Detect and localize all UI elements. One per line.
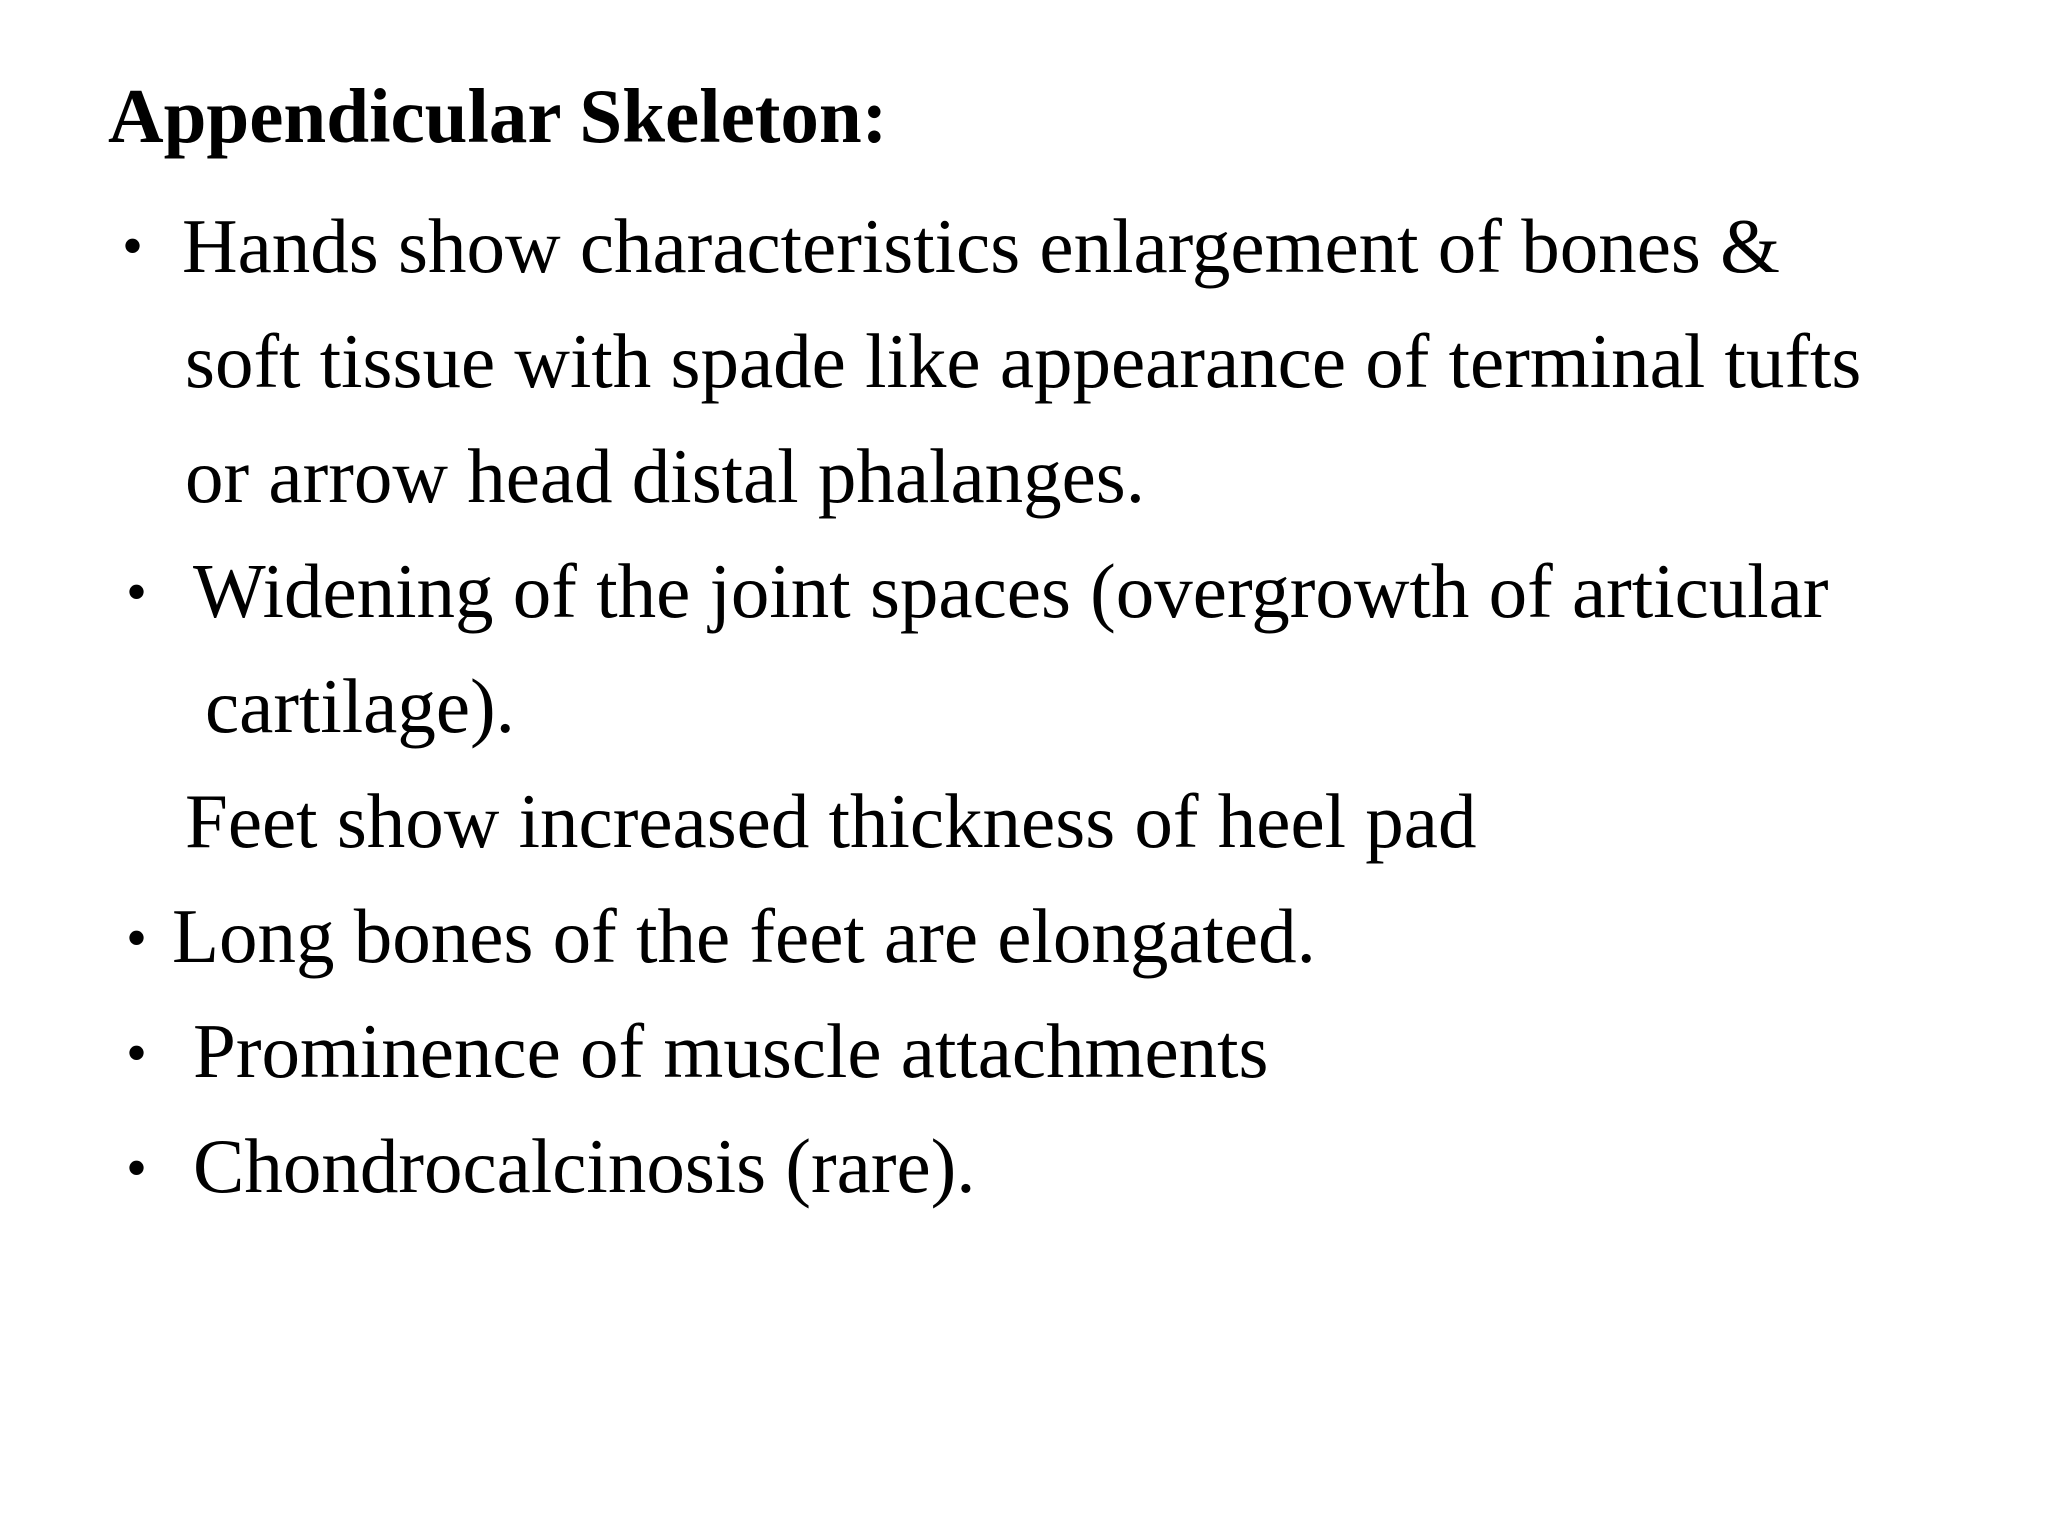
bullet-text-line: soft tissue with spade like appearance of terminal tufts (185, 318, 1862, 404)
bullet-marker: • (126, 905, 148, 971)
bullet-text-line: Long bones of the feet are elongated. (172, 893, 1316, 979)
bullet-text-line: Chondrocalcinosis (rare). (193, 1123, 976, 1209)
bullet-text-line: or arrow head distal phalanges. (185, 433, 1146, 519)
bullet-text-line: Feet show increased thickness of heel pad (185, 778, 1477, 864)
bullet-text-line: cartilage). (205, 663, 515, 749)
bullet-text-line: Widening of the joint spaces (overgrowth of articular (193, 548, 1829, 634)
slide-title: Appendicular Skeleton: (108, 73, 888, 159)
bullet-marker: • (126, 1135, 148, 1201)
bullet-text-line: Hands show characteristics enlargement of bones & (182, 203, 1780, 289)
bullet-text-line: Prominence of muscle attachments (193, 1008, 1269, 1094)
bullet-marker: • (126, 559, 148, 625)
bullet-marker: • (126, 1020, 148, 1086)
bullet-marker: • (122, 213, 144, 279)
